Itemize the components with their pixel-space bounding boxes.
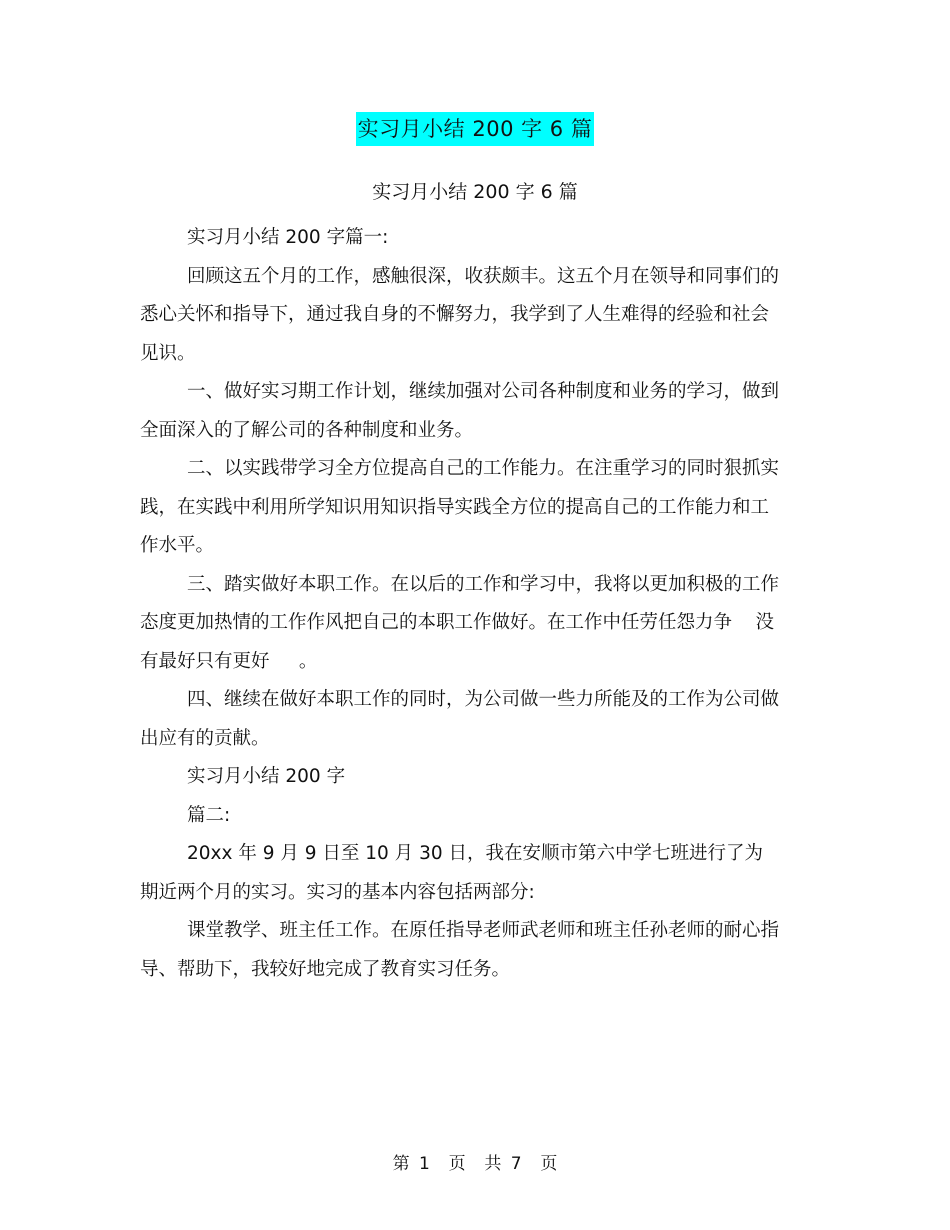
paragraph-10: 课堂教学、班主任工作。在原任指导老师武老师和班主任孙老师的耐心指导、帮助下，我较好地完成了教育实习任务。 <box>140 920 780 980</box>
paragraph-9: 20xx 年 9 月 9 日至 10 月 30 日，我在安顺市第六中学七班进行了为期近两个月的实习。实习的基本内容包括两部分: <box>140 843 763 903</box>
title-container <box>0 112 950 146</box>
page-footer: 第 1 页 共 7 页 <box>392 1154 558 1174</box>
paragraph-1: 实习月小结 200 字篇一: <box>187 227 389 248</box>
paragraph-7: 实习月小结 200 字 <box>187 766 346 787</box>
document-subtitle: 实习月小结 200 字 6 篇 <box>372 181 578 203</box>
paragraph-4: 二、以实践带学习全方位提高自己的工作能力。在注重学习的同时狠抓实践，在实践中利用所学知识用知识指导实践全方位的提高自己的工作能力和工作水平。 <box>140 458 780 556</box>
paragraph-6: 四、继续在做好本职工作的同时，为公司做一些力所能及的工作为公司做出应有的贡献。 <box>140 689 780 749</box>
document-body <box>140 219 780 989</box>
paragraph-5: 三、踏实做好本职工作。在以后的工作和学习中，我将以更加积极的工作态度更加热情的工作作风把自己的本职工作做好。在工作中任劳任怨力争 没有最好只有更好 。 <box>140 573 780 672</box>
paragraph-2: 回顾这五个月的工作，感触很深，收获颇丰。这五个月在领导和同事们的悉心关怀和指导下，通过我自身的不懈努力，我学到了人生难得的经验和社会见识。 <box>140 265 780 364</box>
document-title: 实习月小结 200 字 6 篇 <box>356 112 595 146</box>
paragraph-8: 篇二: <box>187 804 231 826</box>
paragraph-3: 一、做好实习期工作计划，继续加强对公司各种制度和业务的学习，做到全面深入的了解公司的各种制度和业务。 <box>140 381 780 441</box>
